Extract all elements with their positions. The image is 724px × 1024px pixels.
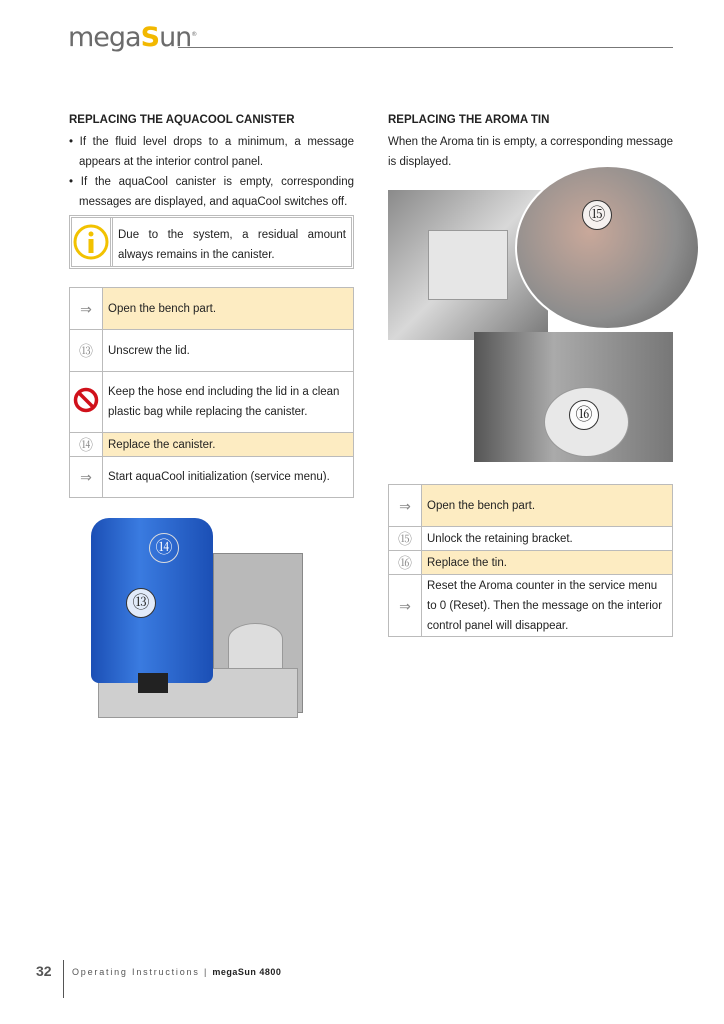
arrow-icon: ⇒ bbox=[389, 575, 422, 637]
step-number: ⑭ bbox=[70, 433, 103, 457]
step-text: Unlock the retaining bracket. bbox=[422, 527, 673, 551]
info-note bbox=[69, 215, 354, 269]
info-icon bbox=[72, 218, 113, 266]
aquacool-steps bbox=[69, 287, 354, 498]
step-text: Replace the canister. bbox=[103, 433, 354, 457]
page-number: 32 bbox=[36, 963, 52, 979]
section-title: REPLACING THE AROMA TIN bbox=[388, 114, 550, 126]
step-text: Open the bench part. bbox=[422, 485, 673, 527]
section-title: REPLACING THE AQUACOOL CANISTER bbox=[69, 114, 295, 126]
step-text: Keep the hose end including the lid in a clean plastic bag while replacing the canister. bbox=[103, 372, 354, 433]
aroma-zoom-photo bbox=[515, 165, 700, 330]
step-row bbox=[70, 288, 354, 330]
intro-text: When the Aroma tin is empty, a corresponding message is displayed. bbox=[388, 136, 673, 168]
arrow-icon: ⇒ bbox=[70, 288, 103, 330]
footer-label: Operating Instructions | bbox=[72, 967, 209, 977]
right-column bbox=[388, 110, 673, 172]
step-number: ⑬ bbox=[70, 330, 103, 372]
left-column bbox=[69, 110, 354, 212]
arrow-icon: ⇒ bbox=[389, 485, 422, 527]
footer-divider bbox=[63, 960, 64, 998]
aroma-photo-2 bbox=[474, 332, 673, 462]
step-row bbox=[70, 457, 354, 498]
arrow-icon: ⇒ bbox=[70, 457, 103, 498]
canister-photo bbox=[88, 518, 310, 725]
step-text: Unscrew the lid. bbox=[103, 330, 354, 372]
step-text: Reset the Aroma counter in the service menu to 0 (Reset). Then the message on the interior control panel will disappear. bbox=[422, 575, 673, 637]
callout-16: ⑯ bbox=[569, 400, 599, 430]
aroma-steps bbox=[388, 484, 673, 637]
note-text: Due to the system, a residual amount always remains in the canister. bbox=[118, 229, 346, 261]
footer-product: megaSun 4800 bbox=[212, 967, 282, 977]
bullet: • If the aquaCool canister is empty, corresponding messages are displayed, and aquaCool switches off. bbox=[69, 176, 354, 208]
step-number: ⑯ bbox=[389, 551, 422, 575]
step-row bbox=[70, 433, 354, 457]
callout-13: ⑬ bbox=[126, 588, 156, 618]
header-rule bbox=[178, 47, 673, 48]
step-text: Replace the tin. bbox=[422, 551, 673, 575]
prohibited-icon bbox=[70, 372, 103, 433]
step-row bbox=[70, 372, 354, 433]
callout-15: ⑮ bbox=[582, 200, 612, 230]
step-text: Start aquaCool initialization (service menu). bbox=[103, 457, 354, 498]
step-row bbox=[70, 330, 354, 372]
megasun-logo: megaSun® bbox=[68, 22, 197, 53]
step-number: ⑮ bbox=[389, 527, 422, 551]
step-text: Open the bench part. bbox=[103, 288, 354, 330]
callout-14: ⑭ bbox=[149, 533, 179, 563]
bullet: • If the fluid level drops to a minimum, a message appears at the interior control panel. bbox=[69, 136, 354, 168]
step-row bbox=[389, 527, 673, 551]
step-row bbox=[389, 551, 673, 575]
footer-text bbox=[72, 967, 281, 977]
step-row bbox=[389, 485, 673, 527]
step-row bbox=[389, 575, 673, 637]
